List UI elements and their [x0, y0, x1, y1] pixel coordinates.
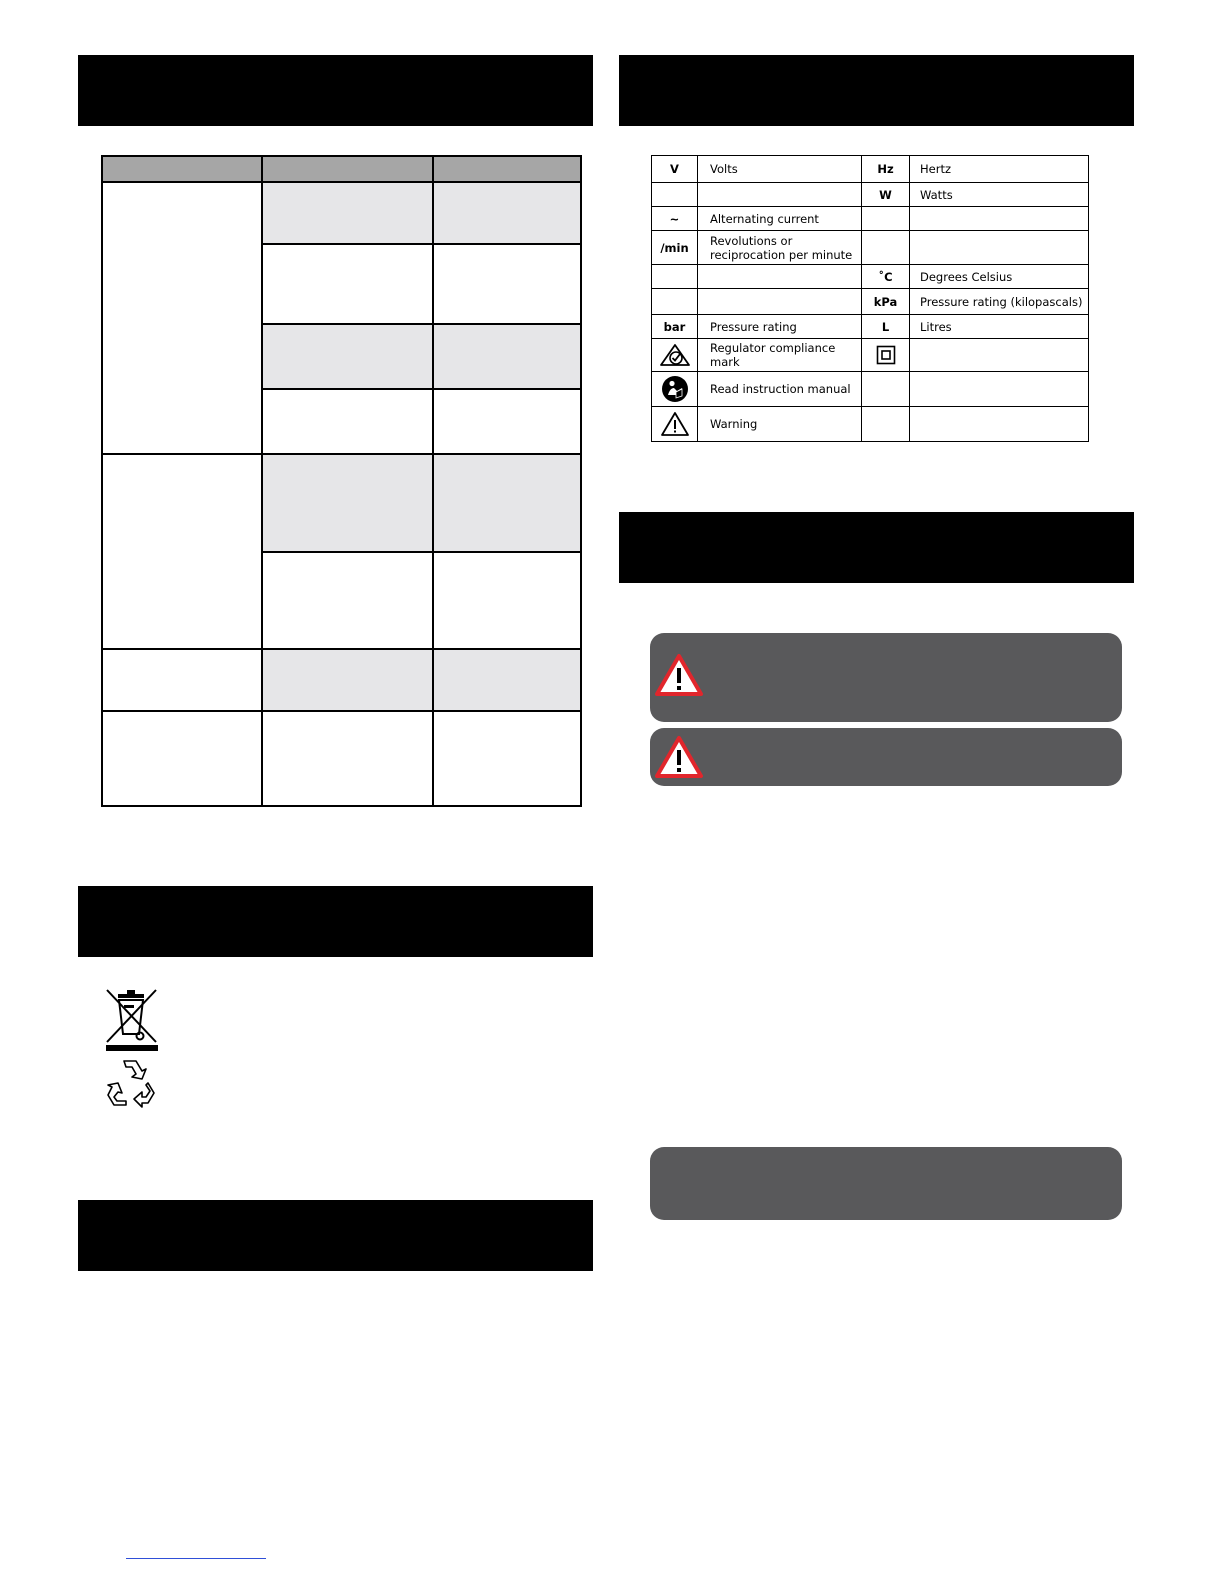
- section-header-banner-left-1: [78, 55, 593, 126]
- table-row: [652, 231, 1089, 265]
- table-divider: [261, 388, 580, 390]
- table-row: [652, 315, 1089, 339]
- section-header-banner-left-3: [78, 1200, 593, 1271]
- recycle-icon: [104, 1057, 158, 1109]
- recycle-icon-wrap: [104, 1057, 158, 1113]
- note-box: [650, 1147, 1122, 1220]
- table-divider: [261, 323, 580, 325]
- symbol-description: Degrees Celsius: [910, 265, 1089, 289]
- symbol-description: Hertz: [910, 156, 1089, 183]
- symbol-description: Warning: [698, 407, 862, 442]
- symbol-description: [698, 183, 862, 207]
- table-row: [652, 156, 1089, 183]
- symbol-description: [698, 265, 862, 289]
- regulatory-compliance-mark-icon: [658, 341, 692, 369]
- symbol-description: Alternating current: [698, 207, 862, 231]
- symbol-cell: [652, 372, 698, 407]
- table-cell: [263, 650, 580, 710]
- symbol-cell: bar: [652, 315, 698, 339]
- symbol-description: [910, 407, 1089, 442]
- table-header: [103, 157, 580, 183]
- table-row: [652, 265, 1089, 289]
- symbol-cell: [652, 407, 698, 442]
- symbol-description: [910, 339, 1089, 372]
- warning-box: [650, 728, 1122, 786]
- table-cell: [263, 324, 580, 388]
- table-cell: [263, 183, 580, 244]
- symbol-cell: W: [862, 183, 910, 207]
- symbol-cell: [862, 231, 910, 265]
- table-divider: [261, 243, 580, 245]
- table-divider: [261, 551, 580, 553]
- symbol-description: Watts: [910, 183, 1089, 207]
- troubleshooting-table: [101, 155, 582, 807]
- disposal-icon-wrap: [104, 988, 160, 1056]
- table-divider: [432, 157, 434, 805]
- symbol-description: Regulator compliance mark: [698, 339, 862, 372]
- symbol-cell: kPa: [862, 289, 910, 315]
- symbol-description: Pressure rating: [698, 315, 862, 339]
- symbol-cell: V: [652, 156, 698, 183]
- symbol-cell: [862, 207, 910, 231]
- section-header-banner-right-1: [619, 55, 1134, 126]
- symbol-description: [698, 231, 862, 265]
- table-row: [652, 207, 1089, 231]
- symbol-description: Litres: [910, 315, 1089, 339]
- symbol-description: [910, 372, 1089, 407]
- symbol-description: [910, 231, 1089, 265]
- symbol-cell: [652, 183, 698, 207]
- table-divider: [261, 157, 263, 805]
- table-row: [652, 407, 1089, 442]
- table-row: [652, 289, 1089, 315]
- symbol-cell: [652, 339, 698, 372]
- symbol-description: [910, 207, 1089, 231]
- symbol-cell: [862, 372, 910, 407]
- symbol-cell: [652, 289, 698, 315]
- section-header-banner-right-2: [619, 512, 1134, 583]
- symbol-description: Pressure rating (kilopascals): [910, 289, 1089, 315]
- symbol-description: Read instruction manual: [698, 372, 862, 407]
- symbol-cell: [862, 339, 910, 372]
- symbol-description-line: reciprocation per minute: [710, 247, 853, 262]
- symbol-description: [698, 289, 862, 315]
- symbol-cell: /min: [652, 231, 698, 265]
- table-divider: [103, 710, 580, 712]
- table-divider: [103, 453, 580, 455]
- warning-triangle-icon: [654, 653, 704, 697]
- symbol-description: Volts: [698, 156, 862, 183]
- symbol-cell: [652, 265, 698, 289]
- table-row: [652, 372, 1089, 407]
- warning-triangle-icon: [660, 411, 690, 437]
- table-row: [652, 339, 1089, 372]
- crossed-wheelie-bin-icon: [104, 988, 160, 1052]
- symbol-description-line: Revolutions or: [710, 233, 793, 248]
- warning-box: [650, 633, 1122, 722]
- symbol-cell: [862, 407, 910, 442]
- table-divider: [103, 648, 580, 650]
- symbols-table: [651, 155, 1089, 442]
- table-cell: [263, 455, 580, 551]
- section-header-banner-left-2: [78, 886, 593, 957]
- table-row: [652, 183, 1089, 207]
- footer-link-underline[interactable]: [126, 1558, 266, 1559]
- read-manual-icon: [661, 375, 689, 403]
- symbol-cell: L: [862, 315, 910, 339]
- symbol-cell: ~: [652, 207, 698, 231]
- warning-triangle-icon: [654, 735, 704, 779]
- symbol-cell: Hz: [862, 156, 910, 183]
- symbol-cell: ˚C: [862, 265, 910, 289]
- double-insulation-icon: [876, 345, 896, 365]
